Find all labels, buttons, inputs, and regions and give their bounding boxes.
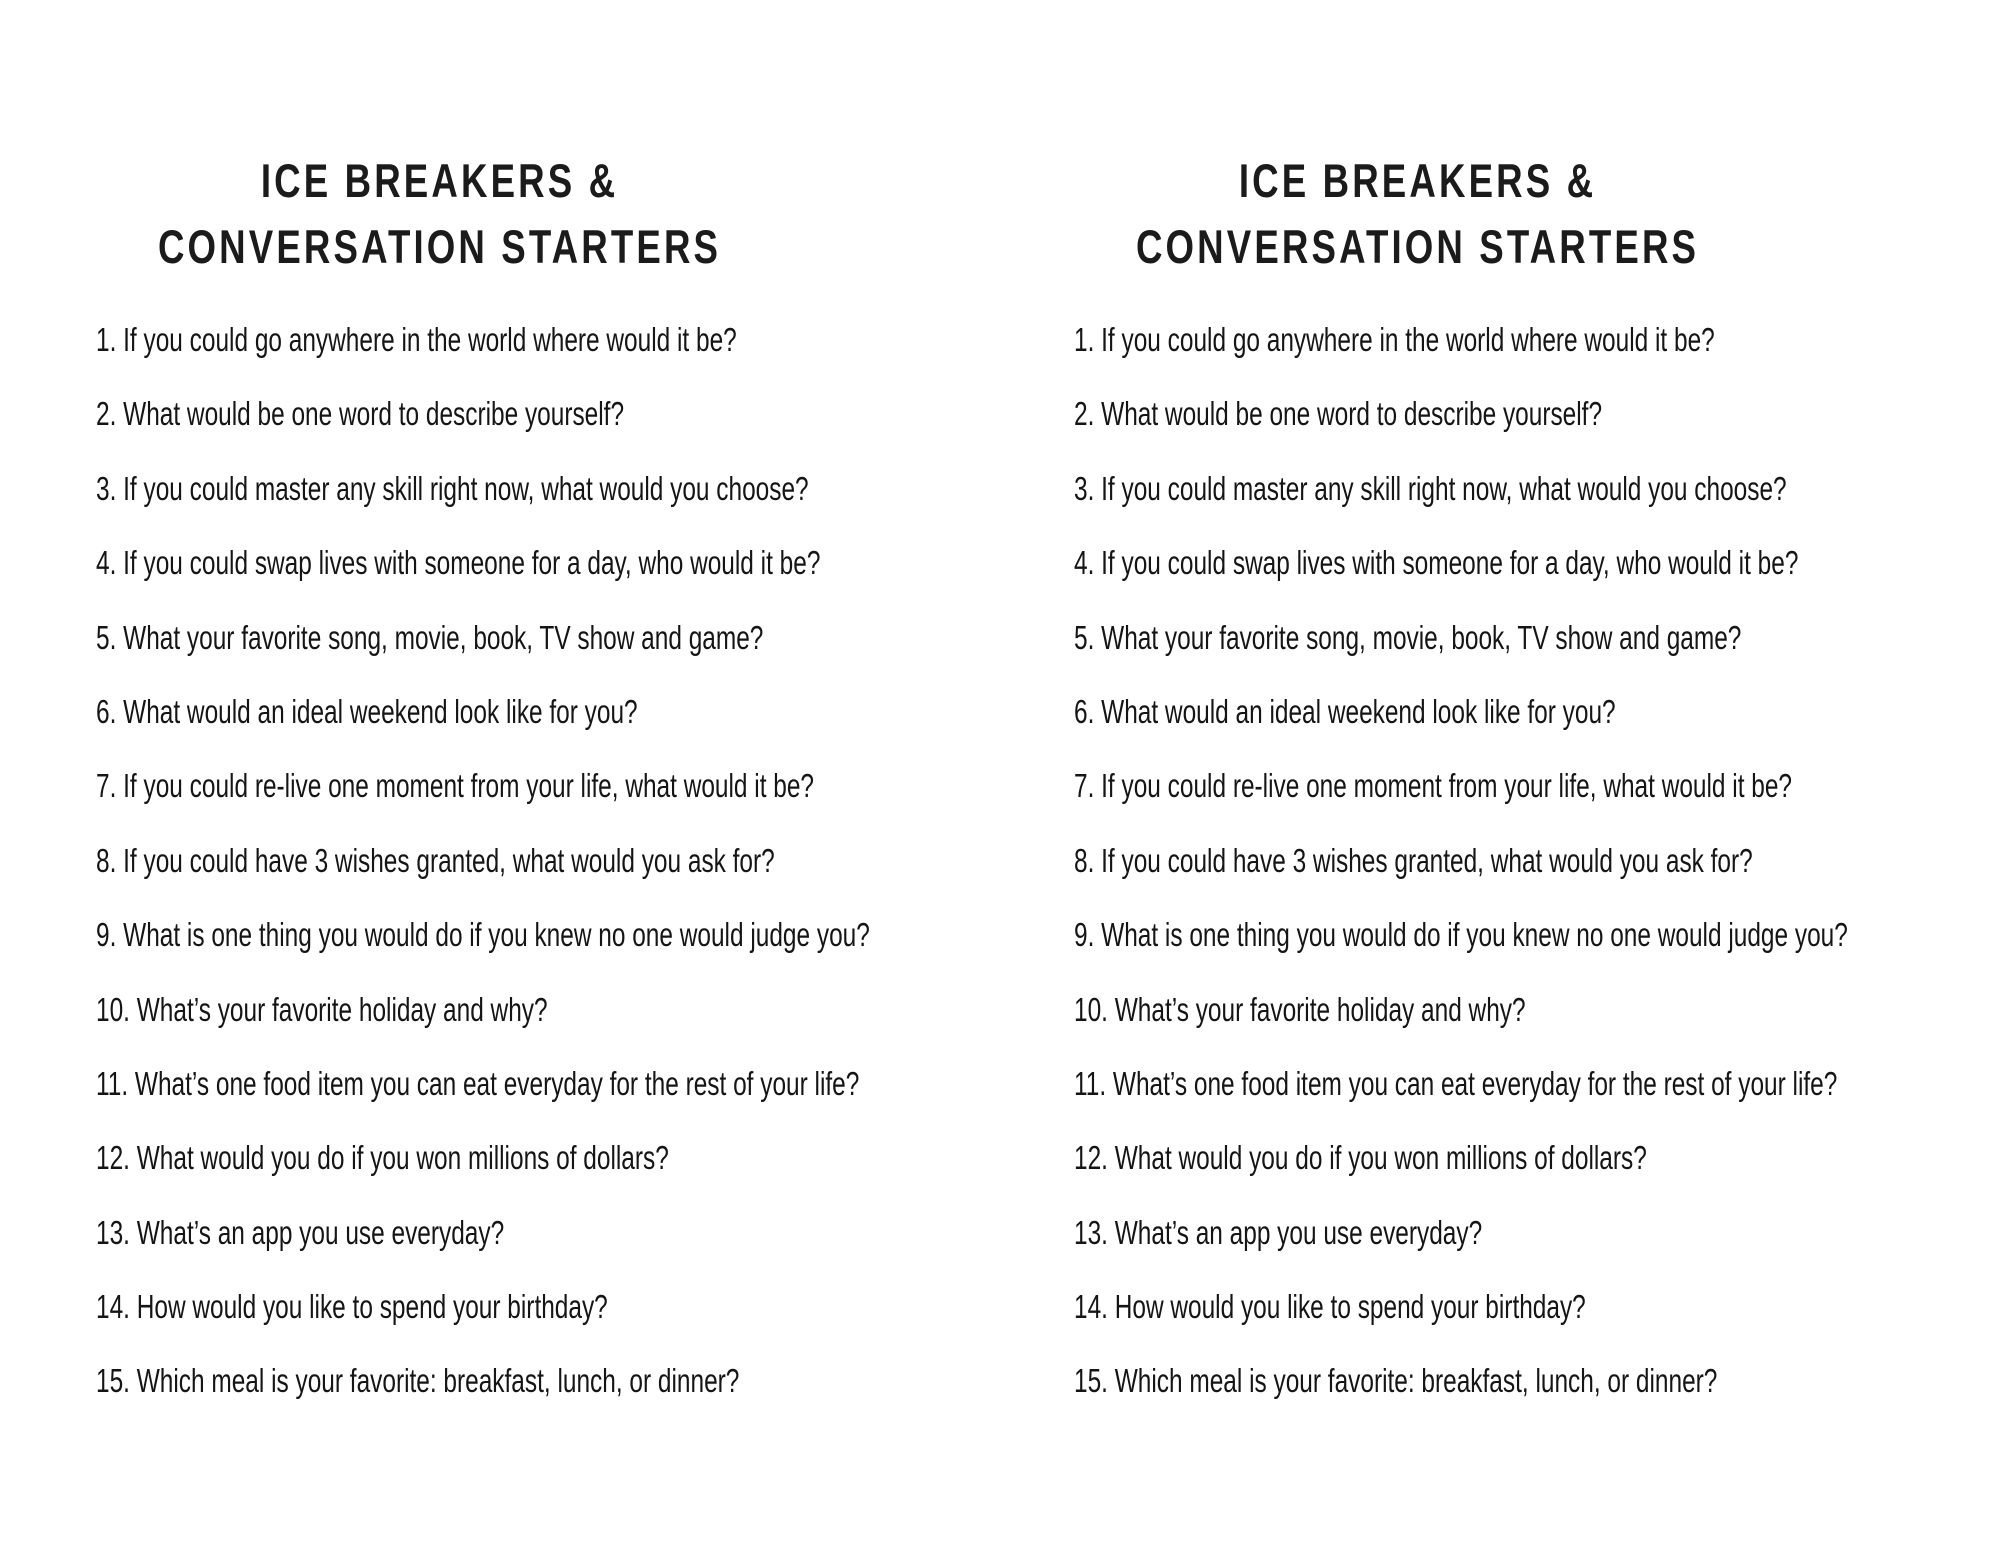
question-item: 10. What’s your favorite holiday and why? (96, 990, 548, 1028)
card-title (978, 148, 1857, 280)
question-item: 15. Which meal is your favorite: breakfast, lunch, or dinner? (96, 1362, 740, 1400)
question-item: 4. If you could swap lives with someone for a day, who would it be? (96, 544, 821, 582)
question-item: 12. What would you do if you won millions of dollars? (1074, 1139, 1647, 1177)
question-list (1074, 310, 2000, 1426)
card-right (978, 0, 1958, 1545)
question-item: 3. If you could master any skill right now, what would you choose? (1074, 469, 1787, 507)
question-item: 11. What’s one food item you can eat everyday for the rest of your life? (1074, 1064, 1838, 1102)
question-item: 2. What would be one word to describe yourself? (1074, 395, 1603, 433)
title-line-1: ICE BREAKERS & (260, 154, 619, 207)
question-item: 6. What would an ideal weekend look like for you? (1074, 692, 1616, 730)
question-item: 7. If you could re-live one moment from your life, what would it be? (96, 767, 815, 805)
question-item: 13. What’s an app you use everyday? (96, 1213, 505, 1251)
question-item: 1. If you could go anywhere in the world where would it be? (96, 321, 737, 358)
question-item: 1. If you could go anywhere in the world where would it be? (1074, 321, 1715, 358)
question-item: 8. If you could have 3 wishes granted, what would you ask for? (96, 841, 775, 879)
title-line-2: CONVERSATION STARTERS (157, 220, 722, 273)
question-item: 13. What’s an app you use everyday? (1074, 1213, 1483, 1251)
title-line-2: CONVERSATION STARTERS (1135, 220, 1700, 273)
question-item: 11. What’s one food item you can eat everyday for the rest of your life? (96, 1064, 860, 1102)
question-item: 7. If you could re-live one moment from your life, what would it be? (1074, 767, 1793, 805)
title-line-1: ICE BREAKERS & (1238, 154, 1597, 207)
question-item: 3. If you could master any skill right now, what would you choose? (96, 469, 809, 507)
question-item: 5. What your favorite song, movie, book, TV show and game? (96, 618, 764, 656)
question-item: 14. How would you like to spend your birthday? (96, 1288, 608, 1326)
question-item: 15. Which meal is your favorite: breakfast, lunch, or dinner? (1074, 1362, 1718, 1400)
question-item: 2. What would be one word to describe yourself? (96, 395, 625, 433)
question-item: 14. How would you like to spend your birthday? (1074, 1288, 1586, 1326)
question-item: 10. What’s your favorite holiday and why? (1074, 990, 1526, 1028)
card-left (0, 0, 980, 1545)
question-item: 9. What is one thing you would do if you knew no one would judge you? (1074, 916, 1848, 954)
question-item: 9. What is one thing you would do if you knew no one would judge you? (96, 916, 870, 954)
question-item: 5. What your favorite song, movie, book, TV show and game? (1074, 618, 1742, 656)
question-item: 6. What would an ideal weekend look like for you? (96, 692, 638, 730)
question-item: 12. What would you do if you won millions of dollars? (96, 1139, 669, 1177)
card-title (0, 148, 879, 280)
question-item: 4. If you could swap lives with someone for a day, who would it be? (1074, 544, 1799, 582)
question-item: 8. If you could have 3 wishes granted, what would you ask for? (1074, 841, 1753, 879)
